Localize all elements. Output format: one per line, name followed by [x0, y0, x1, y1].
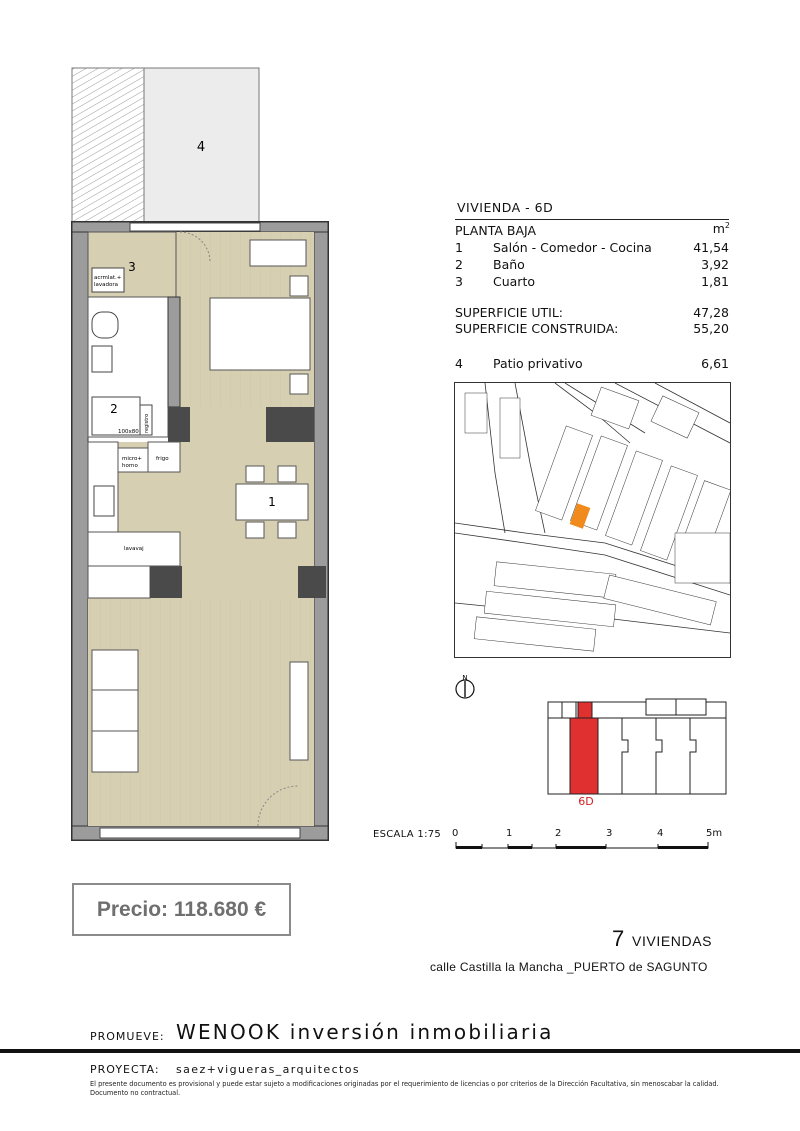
room-row — [455, 257, 729, 273]
room-row — [455, 240, 729, 256]
label-horno: horno — [122, 463, 138, 469]
bed — [210, 298, 310, 370]
dwelling-count: 7 — [612, 926, 625, 951]
wall-right — [314, 222, 328, 840]
unit-sup: 2 — [724, 221, 730, 230]
unit-6d-highlight-top — [578, 702, 592, 718]
chair — [278, 466, 296, 482]
superficie-construida-label: SUPERFICIE CONSTRUIDA: — [455, 321, 619, 336]
label-lavadora: lavadora — [94, 282, 119, 288]
key-plan — [450, 672, 740, 812]
proyecta-value: saez+vigueras_arquitectos — [176, 1063, 360, 1076]
scale-tick: 5m — [706, 828, 723, 839]
patio-area: 6,61 — [701, 356, 729, 371]
disclaimer: El presente documento es provisional y puede estar sujeto a modificaciones originadas por el requerimiento de licencias o por criterios de la Dirección Facultativa, sin menoscabar la calidad. Documento no contractual. — [90, 1080, 719, 1097]
window-top — [130, 223, 260, 231]
pillar-3 — [150, 566, 182, 598]
key-plan-label: 6D — [578, 795, 594, 808]
label-frigo: frigo — [156, 456, 169, 462]
footer-rule — [0, 1049, 800, 1053]
room-num: 3 — [455, 274, 463, 289]
sink — [92, 346, 112, 372]
floor-plan — [0, 0, 440, 860]
wardrobe-kitchen — [88, 566, 150, 598]
nightstand-top — [290, 276, 308, 296]
site-map-drawing — [455, 383, 730, 657]
kitchen-sink — [94, 486, 114, 516]
label-micro: micro+ — [122, 456, 143, 462]
room-label: Cuarto — [493, 274, 535, 289]
patio-label-text: Patio privativo — [493, 356, 583, 371]
chair — [278, 522, 296, 538]
north-label: N — [462, 674, 468, 682]
promueve-label: PROMUEVE: — [90, 1030, 165, 1043]
project-address: calle Castilla la Mancha _PUERTO de SAGUNTO — [430, 960, 708, 974]
label-ducha: 100x80 — [118, 429, 139, 435]
price-box: Precio: 118.680 € — [72, 883, 291, 936]
bath-wall — [168, 297, 180, 407]
superficie-construida — [455, 321, 729, 337]
site-map — [454, 382, 731, 658]
label-acumulador: acrmlat.+ — [94, 275, 122, 281]
pillar-2 — [266, 407, 314, 442]
title-rule — [455, 219, 729, 220]
superficie-util — [455, 305, 729, 321]
nightstand-bottom — [290, 374, 308, 394]
unit-title: VIVIENDA - 6D — [457, 200, 554, 215]
scale-tick: 3 — [606, 828, 613, 839]
superficie-util-value: 47,28 — [693, 305, 729, 320]
unit-m2 — [713, 221, 730, 236]
room-label: Baño — [493, 257, 525, 272]
tv-unit — [290, 662, 308, 760]
unit-text: m — [712, 221, 725, 237]
room-area: 41,54 — [693, 240, 729, 255]
scale-label: ESCALA 1:75 — [373, 829, 442, 840]
patio-label: 4 — [196, 140, 206, 155]
pillar-4 — [298, 566, 326, 598]
room-2-label: 2 — [110, 402, 118, 416]
dwelling-count-label: VIVIENDAS — [632, 933, 713, 949]
room-label: Salón - Comedor - Cocina — [493, 240, 652, 255]
patio-num: 4 — [455, 356, 463, 371]
proyecta-label: PROYECTA: — [90, 1063, 160, 1076]
room-num: 1 — [455, 240, 463, 255]
promueve-value: WENOOK inversión inmobiliaria — [176, 1020, 554, 1044]
window-bottom — [100, 828, 300, 838]
unit-6d-highlight — [570, 718, 598, 794]
label-registro: registro — [144, 413, 150, 433]
wall-left — [72, 222, 88, 840]
sofa — [92, 650, 138, 772]
scale-tick: 4 — [657, 828, 664, 839]
wardrobe-top — [250, 240, 306, 266]
floor-row — [455, 223, 729, 239]
floor-name: PLANTA BAJA — [455, 223, 537, 238]
superficie-util-label: SUPERFICIE UTIL: — [455, 305, 564, 320]
patio-row — [455, 356, 729, 372]
room-row — [455, 274, 729, 290]
scale-tick: 0 — [452, 828, 459, 839]
patio-hatch — [72, 68, 144, 225]
room-num: 2 — [455, 257, 463, 272]
pillar-1 — [168, 407, 190, 442]
chair — [246, 522, 264, 538]
room-area: 3,92 — [701, 257, 729, 272]
scale-tick: 1 — [506, 828, 513, 839]
label-lavavaj: lavavaj — [124, 546, 144, 552]
scale-tick: 2 — [555, 828, 562, 839]
scale-bar — [452, 838, 732, 852]
room-3-label: 3 — [128, 260, 136, 274]
toilet — [92, 312, 118, 338]
superficie-construida-value: 55,20 — [693, 321, 729, 336]
room-area: 1,81 — [701, 274, 729, 289]
chair — [246, 466, 264, 482]
room-1-label: 1 — [268, 495, 276, 509]
